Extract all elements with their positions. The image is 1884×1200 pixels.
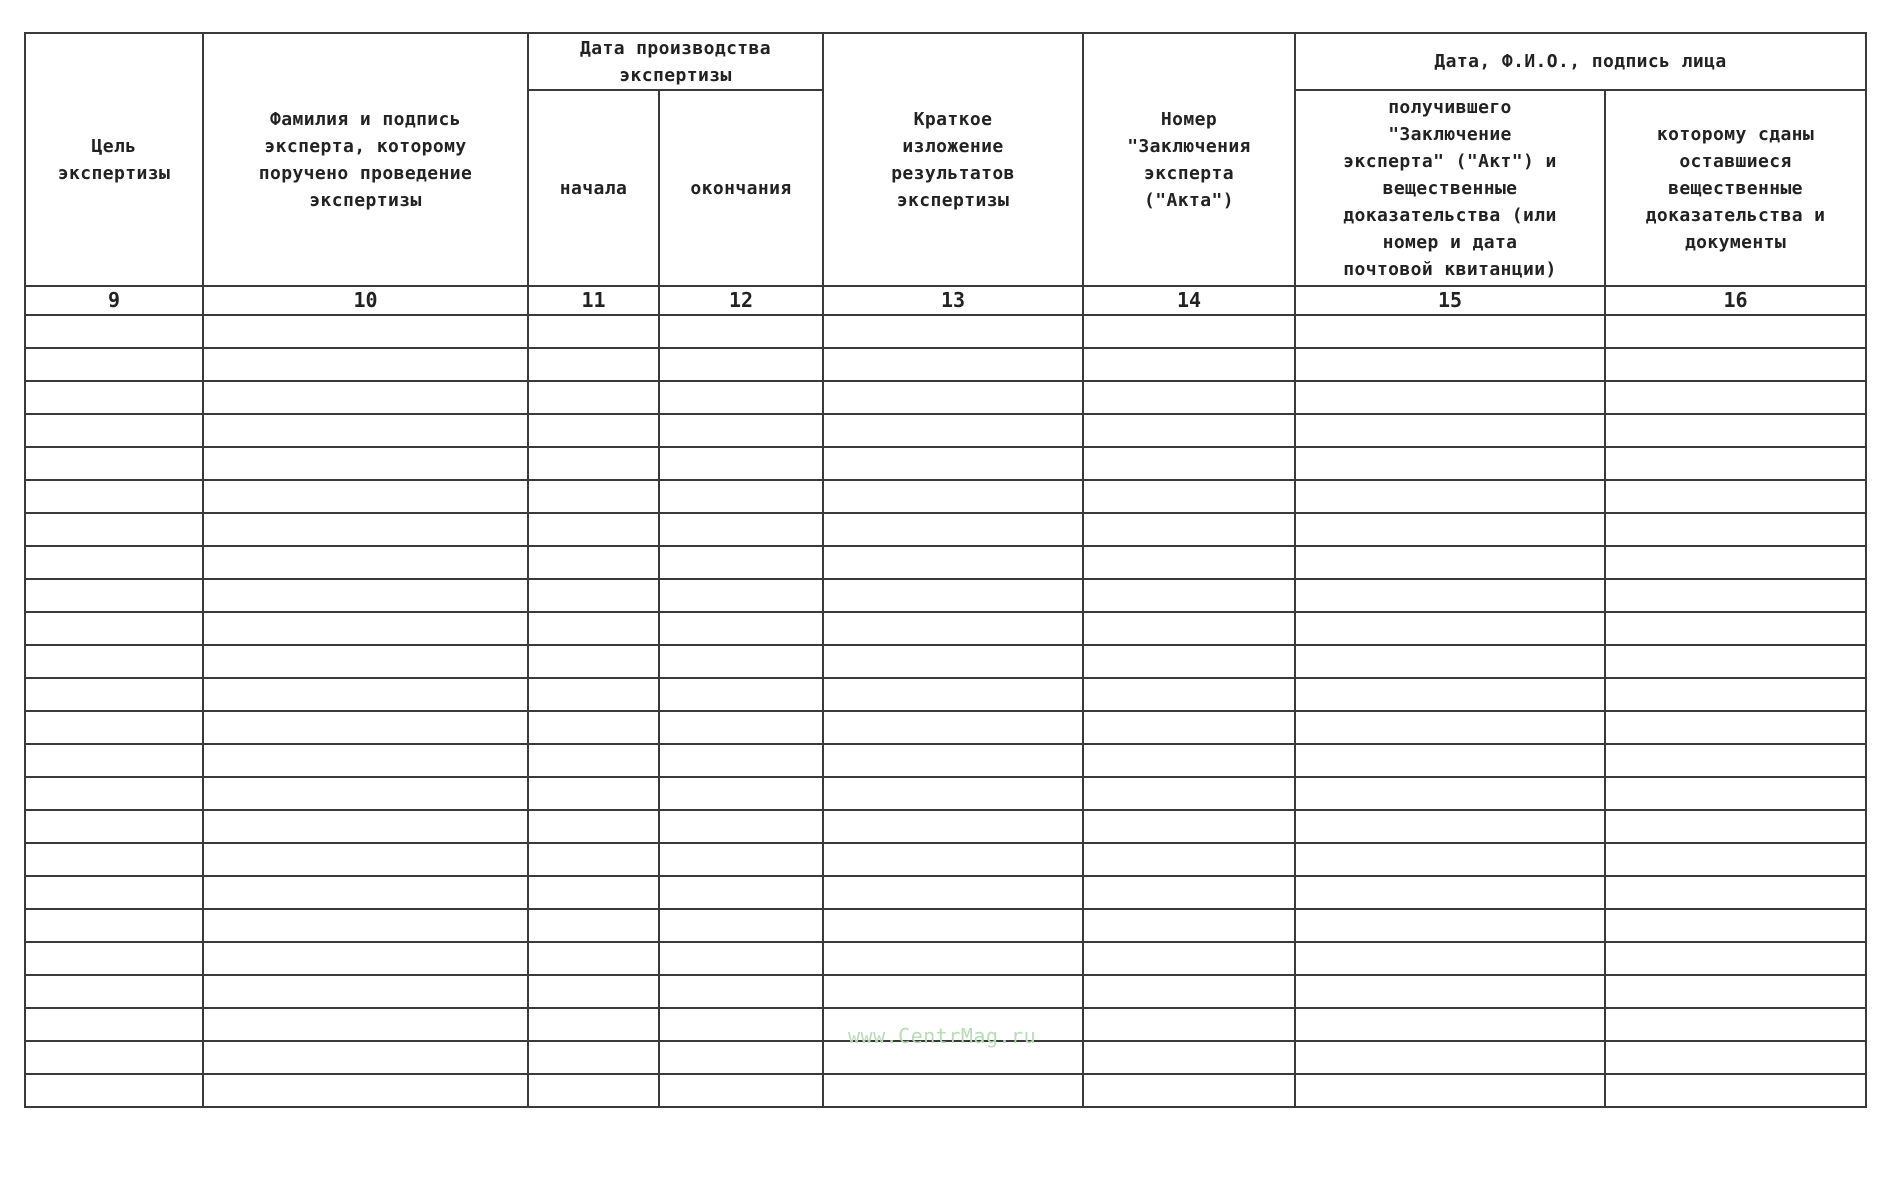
column-number: 15 bbox=[1295, 286, 1605, 315]
table-row bbox=[25, 513, 1866, 546]
table-cell bbox=[1295, 612, 1605, 645]
table-cell bbox=[25, 975, 203, 1008]
table-cell bbox=[1083, 546, 1295, 579]
table-cell bbox=[1083, 1008, 1295, 1041]
table-cell bbox=[1605, 480, 1866, 513]
table-cell bbox=[528, 645, 659, 678]
journal-sheet bbox=[24, 32, 1865, 1108]
table-cell bbox=[1295, 744, 1605, 777]
table-cell bbox=[528, 909, 659, 942]
table-cell bbox=[203, 480, 528, 513]
table-cell bbox=[25, 909, 203, 942]
table-cell bbox=[25, 810, 203, 843]
table-cell bbox=[1083, 612, 1295, 645]
table-cell bbox=[1083, 909, 1295, 942]
column-number-row bbox=[25, 286, 1866, 315]
table-cell bbox=[528, 1008, 659, 1041]
table-cell bbox=[1605, 876, 1866, 909]
table-row bbox=[25, 975, 1866, 1008]
table-cell bbox=[1295, 414, 1605, 447]
table-cell bbox=[528, 942, 659, 975]
table-cell bbox=[659, 414, 823, 447]
table-cell bbox=[25, 777, 203, 810]
table-cell bbox=[659, 777, 823, 810]
table-cell bbox=[823, 975, 1083, 1008]
table-cell bbox=[203, 579, 528, 612]
table-cell bbox=[1295, 777, 1605, 810]
table-cell bbox=[823, 447, 1083, 480]
column-number: 11 bbox=[528, 286, 659, 315]
table-cell bbox=[823, 810, 1083, 843]
table-cell bbox=[823, 909, 1083, 942]
table-cell bbox=[1605, 975, 1866, 1008]
table-cell bbox=[528, 513, 659, 546]
table-cell bbox=[25, 678, 203, 711]
table-cell bbox=[659, 645, 823, 678]
table-cell bbox=[1083, 777, 1295, 810]
table-cell bbox=[25, 480, 203, 513]
table-cell bbox=[528, 381, 659, 414]
table-cell bbox=[823, 744, 1083, 777]
table-cell bbox=[528, 480, 659, 513]
table-cell bbox=[1083, 480, 1295, 513]
table-cell bbox=[25, 1041, 203, 1074]
table-cell bbox=[203, 1074, 528, 1107]
table-cell bbox=[1295, 447, 1605, 480]
table-cell bbox=[1605, 612, 1866, 645]
table-cell bbox=[823, 480, 1083, 513]
table-row bbox=[25, 381, 1866, 414]
table-cell bbox=[823, 612, 1083, 645]
table-cell bbox=[823, 645, 1083, 678]
table-cell bbox=[528, 1074, 659, 1107]
table-cell bbox=[528, 876, 659, 909]
header-conclusion-number: Номер "Заключения эксперта ("Акта") bbox=[1083, 33, 1295, 286]
table-row bbox=[25, 876, 1866, 909]
table-row bbox=[25, 711, 1866, 744]
table-cell bbox=[659, 1008, 823, 1041]
table-row bbox=[25, 777, 1866, 810]
table-cell bbox=[1605, 711, 1866, 744]
watermark-text: www.CentrMag.ru bbox=[848, 1024, 1037, 1048]
table-cell bbox=[659, 843, 823, 876]
table-cell bbox=[1605, 909, 1866, 942]
header-date-start: начала bbox=[528, 90, 659, 286]
column-number: 14 bbox=[1083, 286, 1295, 315]
table-row bbox=[25, 942, 1866, 975]
table-cell bbox=[25, 612, 203, 645]
table-cell bbox=[1295, 546, 1605, 579]
table-cell bbox=[203, 843, 528, 876]
table-cell bbox=[659, 876, 823, 909]
table-row bbox=[25, 744, 1866, 777]
header-recipient-received: получившего "Заключение эксперта" ("Акт") и вещественные доказательства (или номер и дата почтовой квитанции) bbox=[1295, 90, 1605, 286]
table-cell bbox=[1083, 1074, 1295, 1107]
table-cell bbox=[1605, 348, 1866, 381]
table-cell bbox=[203, 744, 528, 777]
table-cell bbox=[528, 315, 659, 348]
table-cell bbox=[1295, 1041, 1605, 1074]
table-cell bbox=[203, 381, 528, 414]
table-row bbox=[25, 480, 1866, 513]
table-row bbox=[25, 414, 1866, 447]
table-cell bbox=[25, 414, 203, 447]
table-cell bbox=[1605, 843, 1866, 876]
table-cell bbox=[1295, 513, 1605, 546]
table-cell bbox=[203, 315, 528, 348]
table-row bbox=[25, 612, 1866, 645]
table-cell bbox=[1295, 315, 1605, 348]
table-cell bbox=[203, 876, 528, 909]
table-cell bbox=[823, 414, 1083, 447]
table-row bbox=[25, 579, 1866, 612]
table-cell bbox=[1295, 348, 1605, 381]
table-cell bbox=[1605, 744, 1866, 777]
table-cell bbox=[203, 678, 528, 711]
table-cell bbox=[1295, 843, 1605, 876]
table-cell bbox=[528, 348, 659, 381]
table-cell bbox=[1605, 447, 1866, 480]
table-cell bbox=[203, 810, 528, 843]
table-cell bbox=[25, 876, 203, 909]
table-cell bbox=[25, 645, 203, 678]
table-cell bbox=[25, 348, 203, 381]
table-cell bbox=[1083, 348, 1295, 381]
table-cell bbox=[659, 315, 823, 348]
table-cell bbox=[1605, 678, 1866, 711]
table-row bbox=[25, 1074, 1866, 1107]
table-cell bbox=[1083, 876, 1295, 909]
table-cell bbox=[528, 414, 659, 447]
table-cell bbox=[1295, 711, 1605, 744]
table-cell bbox=[1295, 678, 1605, 711]
header-date-group: Дата производства экспертизы bbox=[528, 33, 823, 90]
table-cell bbox=[659, 480, 823, 513]
table-cell bbox=[1605, 381, 1866, 414]
header-recipient-group: Дата, Ф.И.О., подпись лица bbox=[1295, 33, 1866, 90]
table-cell bbox=[25, 513, 203, 546]
table-cell bbox=[1083, 645, 1295, 678]
table-cell bbox=[659, 909, 823, 942]
column-number: 9 bbox=[25, 286, 203, 315]
table-cell bbox=[1083, 810, 1295, 843]
column-number: 13 bbox=[823, 286, 1083, 315]
table-cell bbox=[528, 678, 659, 711]
table-row bbox=[25, 348, 1866, 381]
table-cell bbox=[659, 810, 823, 843]
header-recipient-returned: которому сданы оставшиеся вещественные доказательства и документы bbox=[1605, 90, 1866, 286]
table-cell bbox=[1295, 381, 1605, 414]
table-cell bbox=[823, 678, 1083, 711]
table-cell bbox=[659, 942, 823, 975]
table-cell bbox=[659, 1074, 823, 1107]
table-cell bbox=[659, 711, 823, 744]
table-cell bbox=[659, 546, 823, 579]
table-cell bbox=[203, 711, 528, 744]
table-cell bbox=[528, 744, 659, 777]
table-cell bbox=[1083, 942, 1295, 975]
table-cell bbox=[1083, 975, 1295, 1008]
table-cell bbox=[659, 348, 823, 381]
table-cell bbox=[528, 843, 659, 876]
table-cell bbox=[823, 777, 1083, 810]
table-cell bbox=[25, 381, 203, 414]
table-cell bbox=[1295, 942, 1605, 975]
table-cell bbox=[25, 942, 203, 975]
table-cell bbox=[203, 546, 528, 579]
table-cell bbox=[1083, 513, 1295, 546]
table-cell bbox=[1083, 711, 1295, 744]
table-cell bbox=[203, 942, 528, 975]
table-cell bbox=[1295, 876, 1605, 909]
expertise-journal-table bbox=[24, 32, 1867, 1108]
table-cell bbox=[25, 315, 203, 348]
table-cell bbox=[25, 546, 203, 579]
table-cell bbox=[528, 777, 659, 810]
table-cell bbox=[1083, 447, 1295, 480]
table-cell bbox=[823, 348, 1083, 381]
table-cell bbox=[25, 1008, 203, 1041]
table-cell bbox=[1605, 942, 1866, 975]
table-cell bbox=[659, 381, 823, 414]
table-cell bbox=[659, 678, 823, 711]
table-cell bbox=[1295, 645, 1605, 678]
table-row bbox=[25, 678, 1866, 711]
header-date-end: окончания bbox=[659, 90, 823, 286]
table-cell bbox=[203, 513, 528, 546]
table-row bbox=[25, 447, 1866, 480]
table-cell bbox=[659, 579, 823, 612]
table-cell bbox=[823, 381, 1083, 414]
table-cell bbox=[25, 1074, 203, 1107]
table-cell bbox=[1083, 414, 1295, 447]
table-cell bbox=[203, 414, 528, 447]
table-cell bbox=[1295, 1074, 1605, 1107]
table-cell bbox=[1605, 579, 1866, 612]
table-row bbox=[25, 546, 1866, 579]
table-cell bbox=[1605, 1008, 1866, 1041]
table-cell bbox=[823, 1074, 1083, 1107]
header-goal: Цель экспертизы bbox=[25, 33, 203, 286]
column-number: 16 bbox=[1605, 286, 1866, 315]
table-cell bbox=[1295, 480, 1605, 513]
table-cell bbox=[659, 513, 823, 546]
table-row bbox=[25, 843, 1866, 876]
table-cell bbox=[1605, 645, 1866, 678]
table-cell bbox=[659, 1041, 823, 1074]
column-number: 10 bbox=[203, 286, 528, 315]
table-cell bbox=[1083, 381, 1295, 414]
table-cell bbox=[528, 579, 659, 612]
table-cell bbox=[823, 876, 1083, 909]
table-cell bbox=[203, 447, 528, 480]
table-cell bbox=[25, 579, 203, 612]
table-cell bbox=[1605, 1041, 1866, 1074]
table-cell bbox=[528, 546, 659, 579]
table-cell bbox=[823, 315, 1083, 348]
table-cell bbox=[25, 711, 203, 744]
table-row bbox=[25, 315, 1866, 348]
table-cell bbox=[203, 777, 528, 810]
table-cell bbox=[1295, 909, 1605, 942]
table-cell bbox=[203, 975, 528, 1008]
table-cell bbox=[1605, 315, 1866, 348]
table-row bbox=[25, 810, 1866, 843]
table-cell bbox=[1083, 678, 1295, 711]
table-cell bbox=[1083, 1041, 1295, 1074]
header-summary: Краткое изложение результатов экспертизы bbox=[823, 33, 1083, 286]
table-cell bbox=[823, 942, 1083, 975]
table-row bbox=[25, 645, 1866, 678]
table-cell bbox=[1083, 315, 1295, 348]
table-cell bbox=[203, 1041, 528, 1074]
table-cell bbox=[659, 744, 823, 777]
table-cell bbox=[823, 513, 1083, 546]
table-cell bbox=[528, 1041, 659, 1074]
table-cell bbox=[203, 348, 528, 381]
table-cell bbox=[203, 645, 528, 678]
table-cell bbox=[1605, 414, 1866, 447]
table-cell bbox=[823, 546, 1083, 579]
table-cell bbox=[659, 975, 823, 1008]
table-cell bbox=[203, 909, 528, 942]
table-cell bbox=[1605, 513, 1866, 546]
table-cell bbox=[1083, 744, 1295, 777]
table-cell bbox=[1605, 777, 1866, 810]
table-cell bbox=[659, 447, 823, 480]
table-cell bbox=[203, 1008, 528, 1041]
table-cell bbox=[1605, 546, 1866, 579]
table-cell bbox=[528, 975, 659, 1008]
table-cell bbox=[823, 579, 1083, 612]
table-cell bbox=[528, 612, 659, 645]
table-cell bbox=[25, 744, 203, 777]
table-cell bbox=[1295, 1008, 1605, 1041]
table-cell bbox=[1605, 1074, 1866, 1107]
table-cell bbox=[659, 612, 823, 645]
column-number: 12 bbox=[659, 286, 823, 315]
table-cell bbox=[1295, 975, 1605, 1008]
table-cell bbox=[1083, 843, 1295, 876]
table-cell bbox=[823, 711, 1083, 744]
table-cell bbox=[528, 810, 659, 843]
table-cell bbox=[25, 843, 203, 876]
table-cell bbox=[1605, 810, 1866, 843]
table-cell bbox=[823, 843, 1083, 876]
table-cell bbox=[1295, 810, 1605, 843]
table-row bbox=[25, 909, 1866, 942]
table-cell bbox=[1295, 579, 1605, 612]
table-cell bbox=[25, 447, 203, 480]
table-cell bbox=[528, 711, 659, 744]
header-expert: Фамилия и подпись эксперта, которому поручено проведение экспертизы bbox=[203, 33, 528, 286]
table-cell bbox=[528, 447, 659, 480]
table-cell bbox=[203, 612, 528, 645]
table-cell bbox=[1083, 579, 1295, 612]
